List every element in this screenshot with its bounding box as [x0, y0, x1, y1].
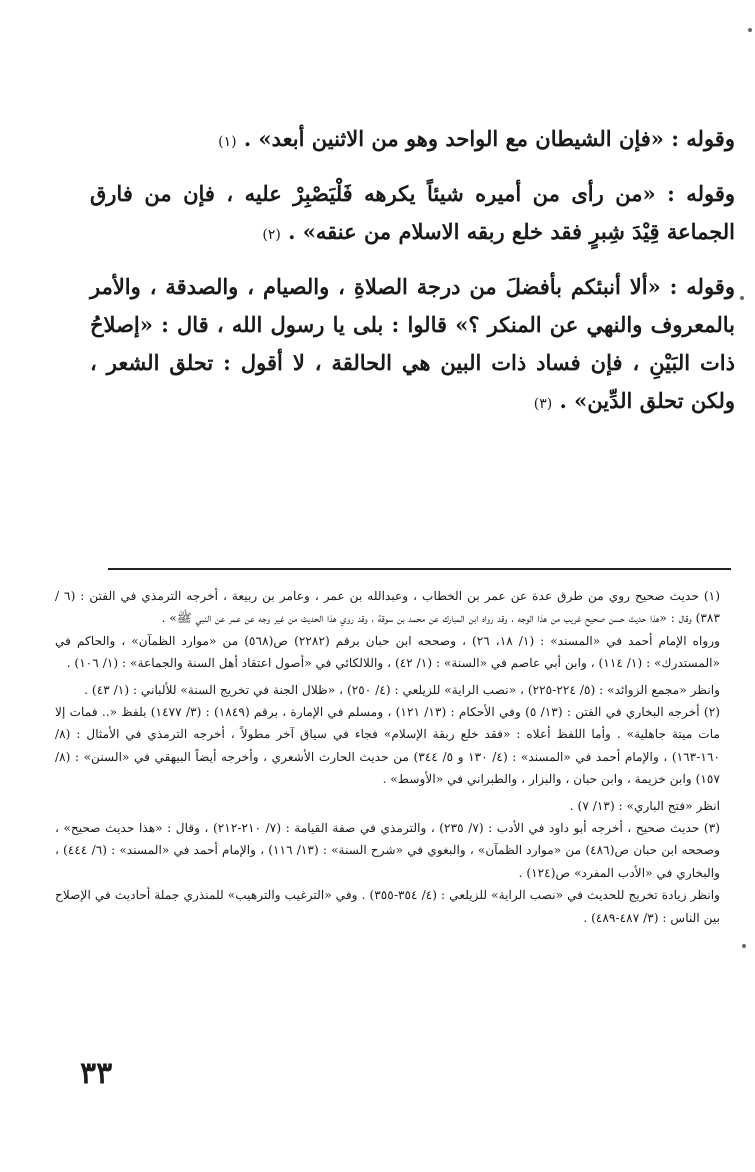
footnote-2-see-also: انظر «فتح الباري» : (١٣/ ٧) . [569, 798, 720, 813]
hadith-paragraph-1 [90, 120, 735, 161]
main-text [90, 120, 735, 437]
footnote-1: (١) حديث صحيح روي من طرق عدة عن عمر بن الخطاب ، وعبدالله بن عمر ، وعامر بن ربيعة ، أخرجه الترمذي في الفتن : (٦ / ٣٨٣) وقال : «هذا حديث حسن صحيح غريب من هذا الوجه ، وقد رواه ابن المبارك عن محمد بن سوقة ، وقد روي هذا الحديث من غير وجه عن عمر عن النبي ﷺ» . [55, 589, 720, 626]
page-number: ٣٣ [80, 1056, 113, 1091]
footnote-2: (٢) أخرجه البخاري في الفتن : (١٣/ ٥) وفي الأحكام : (١٣/ ١٢١) ، ومسلم في الإمارة ، برقم (١٨٤٩) : (٣/ ١٤٧٧) بلفظ «.. فمات إلا مات ميتة جاهلية» . وأما اللفظ أعلاه : «فقد خلع ربقة الإسلام» فجاء في سياق آخر مطولاً ، أخرجه الترمذي في الأمثال : (٨/ ١٦٠-١٦٣) ، والإمام أحمد في «المسند» : (٤/ ١٣٠ و ٥/ ٣٤٤) من حديث الحارث الأشعري ، وأخرجه أيضاً البيهقي في «السنن» : (٨/ ١٥٧) وابن خزيمة ، وابن حبان ، والبزار ، والطبراني في «الأوسط» . [55, 705, 720, 787]
footnote-3-see-also: وانظر زيادة تخريج للحديث في «نصب الراية» للزيلعي : (٤/ ٣٥٤-٣٥٥) . وفي «الترغيب والترهيب» للمنذري جملة أحاديث في الإصلاح بين الناس : (٣/ ٤٨٧-٤٨٩) . [55, 888, 720, 925]
paragraph-text: وقوله : «فإن الشيطان مع الواحد وهو من الاثنين أبعد» . [243, 126, 735, 151]
scan-speck [740, 296, 744, 300]
paragraph-text: وقوله : «ألا أنبئكم بأفضلَ من درجة الصلاةِ ، والصيام ، والصدقة ، والأمر بالمعروف والنهي عن المنكر ؟» قالوا : بلى يا رسول الله ، قال : «إصلاحُ ذات البَيْنِ ، فإن فساد ذات البين هي الحالقة ، لا أقول : تحلق الشعر ، ولكن تحلق الدِّين» . [90, 274, 735, 413]
footnote-ref: (٢) [262, 227, 281, 243]
paragraph-text: وقوله : «من رأى من أميره شيئاً يكرهه فَلْيَصْبِرْ عليه ، فإن من فارق الجماعة قِيْدَ شِبرٍ فقد خلع ربقه الاسلام من عنقه» . [90, 181, 735, 244]
footnote-1-see-also: وانظر «مجمع الزوائد» : (٥/ ٢٢٤-٢٢٥) ، «نصب الراية» للزيلعي : (٤/ ٢٥٠) ، «ظلال الجنة في تخريج السنة» للألباني : (١/ ٤٣) . [84, 682, 720, 697]
footnote-ref: (٣) [533, 396, 553, 412]
scan-speck [742, 944, 746, 948]
footnote-divider [108, 568, 731, 570]
footnote-3: (٣) حديث صحيح ، أخرجه أبو داود في الأدب : (٧/ ٢٣٥) ، والترمذي في صفة القيامة : (٧/ ٢١٠-٢١٢) ، وقال : «هذا حديث صحيح» ، وصححه ابن حبان ص(٤٨٦) من «موارد الظمآن» ، والبغوي في «شرح السنة» : (١٣/ ١١٦) ، والإمام أحمد في «المسند» : (٦/ ٤٤٤) ، والبخاري في «الأدب المفرد» ص(١٢٤) . [55, 821, 721, 880]
footnote-1-cont: ورواه الإمام أحمد في «المسند» : (١/ ١٨، ٢٦) ، وصححه ابن حبان برقم (٢٢٨٢) ص(٥٦٨) من «موارد الظمآن» ، والحاكم في «المستدرك» : (١/ ١١٤) ، وابن أبي عاصم في «السنة» : (١/ ٤٢) ، واللالكائي في «أصول اعتقاد أهل السنة والجماعة» : (١/ ١٠٦) . [55, 633, 721, 671]
hadith-paragraph-3 [90, 268, 735, 423]
footnote-ref: (١) [218, 134, 237, 150]
footnotes [55, 585, 720, 929]
hadith-paragraph-2 [90, 175, 735, 254]
scan-speck [748, 28, 752, 32]
